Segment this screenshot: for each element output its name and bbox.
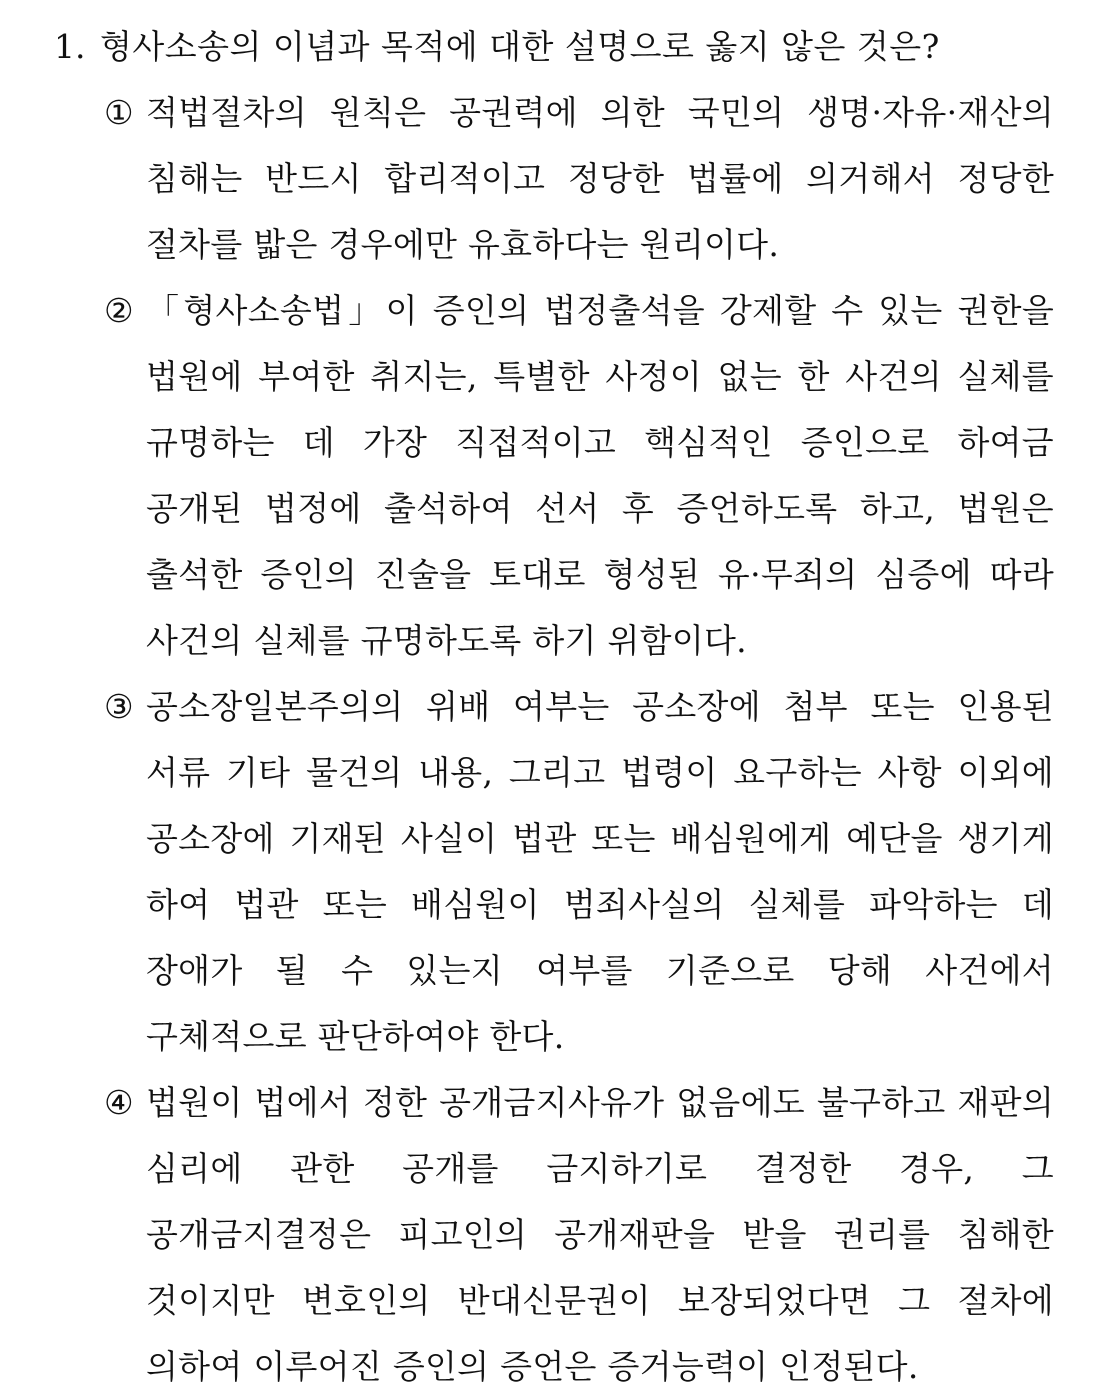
option-marker: ④ (104, 1083, 134, 1122)
question-block (54, 14, 1054, 1400)
option-2[interactable] (54, 278, 1054, 674)
option-text: 「형사소송법」이 증인의 법정출석을 강제할 수 있는 권한을 법원에 부여한 취지는, 특별한 사정이 없는 한 사건의 실체를 규명하는 데 가장 직접적이고 핵심적인 증인으로 하여금 공개된 법정에 출석하여 선서 후 증언하도록 하고, 법원은 출석한 증인의 진술을 토대로 형성된 유·무죄의 심증에 따라 사건의 실체를 규명하도록 하기 위함이다. (146, 291, 1054, 660)
question-number: 1. (54, 27, 86, 66)
option-3[interactable] (54, 674, 1054, 1070)
option-text: 법원이 법에서 정한 공개금지사유가 없음에도 불구하고 재판의 심리에 관한 공개를 금지하기로 결정한 경우, 그 공개금지결정은 피고인의 공개재판을 받을 권리를 침해한 것이지만 변호인의 반대신문권이 보장되었다면 그 절차에 의하여 이루어진 증인의 증언은 증거능력이 인정된다. (146, 1083, 1054, 1386)
option-marker: ① (104, 93, 134, 132)
question-text: 형사소송의 이념과 목적에 대한 설명으로 옳지 않은 것은? (100, 27, 940, 66)
option-text: 공소장일본주의의 위배 여부는 공소장에 첨부 또는 인용된 서류 기타 물건의 내용, 그리고 법령이 요구하는 사항 이외에 공소장에 기재된 사실이 법관 또는 배심원에게 예단을 생기게 하여 법관 또는 배심원이 범죄사실의 실체를 파악하는 데 장애가 될 수 있는지 여부를 기준으로 당해 사건에서 구체적으로 판단하여야 한다. (146, 687, 1054, 1056)
option-text: 적법절차의 원칙은 공권력에 의한 국민의 생명·자유·재산의 침해는 반드시 합리적이고 정당한 법률에 의거해서 정당한 절차를 밟은 경우에만 유효하다는 원리이다. (146, 93, 1054, 264)
question-stem (54, 14, 1054, 80)
option-4[interactable] (54, 1070, 1054, 1400)
option-1[interactable] (54, 80, 1054, 278)
option-marker: ③ (104, 687, 134, 726)
answer-options (54, 80, 1054, 1400)
option-marker: ② (104, 291, 134, 330)
